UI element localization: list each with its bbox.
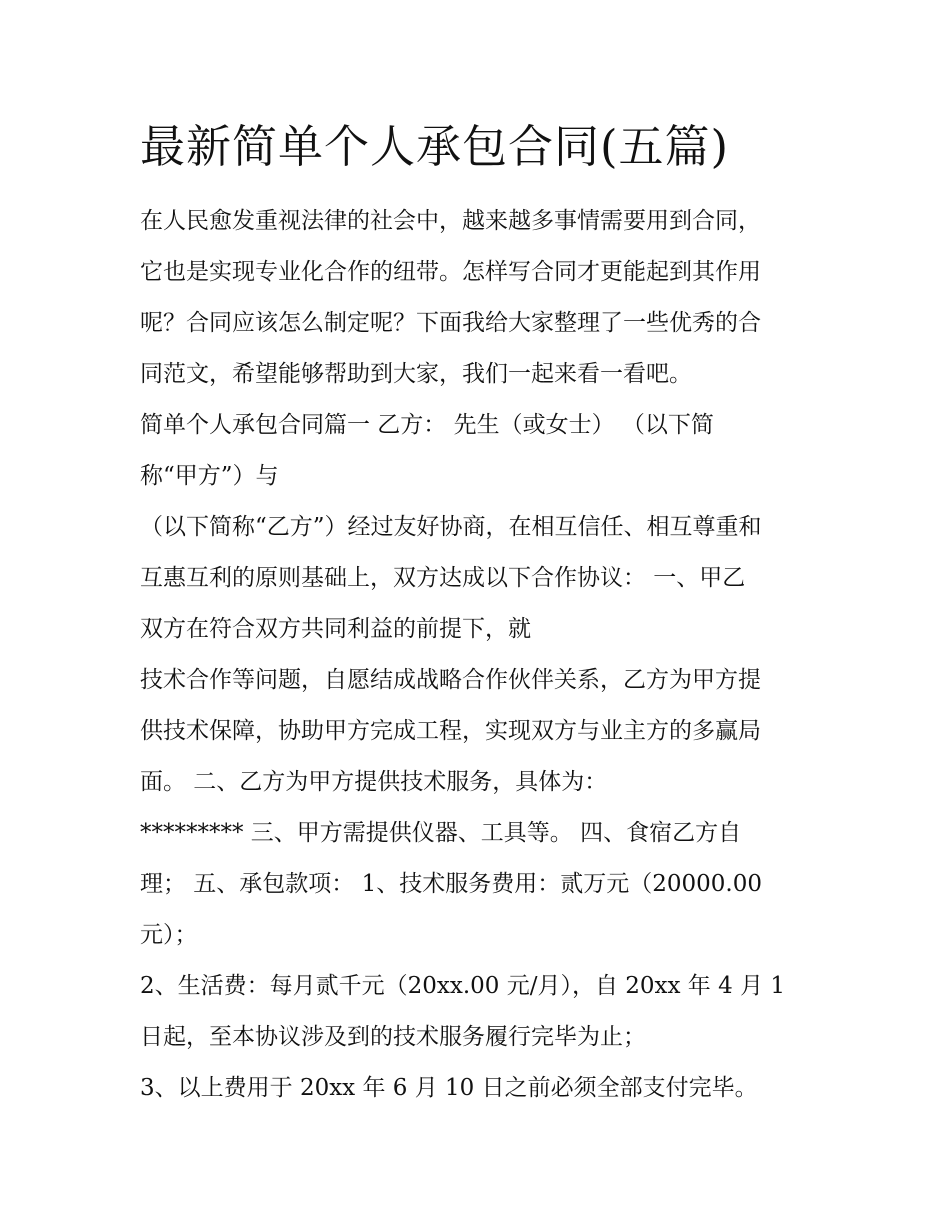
- body-line-6: 称“甲方”）与: [140, 463, 279, 489]
- body-line-7: （以下简称“乙方”）经过友好协商，在相互信任、相互尊重和: [140, 514, 762, 540]
- body-line-2: 它也是实现专业化合作的纽带。怎样写合同才更能起到其作用: [140, 259, 761, 285]
- body-line-3: 呢？合同应该怎么制定呢？下面我给大家整理了一些优秀的合: [140, 310, 761, 336]
- body-line-16: 2、生活费：每月贰千元（20xx.00 元/月），自 20xx 年 4 月 1: [140, 973, 786, 999]
- body-line-15: 元）；: [140, 922, 198, 948]
- body-line-13: ********* 三、甲方需提供仪器、工具等。 四、食宿乙方自: [140, 820, 742, 846]
- body-line-1: 在人民愈发重视法律的社会中，越来越多事情需要用到合同，: [140, 208, 761, 234]
- body-line-10: 技术合作等问题，自愿结成战略合作伙伴关系，乙方为甲方提: [140, 667, 761, 693]
- document-title: 最新简单个人承包合同(五篇): [140, 120, 730, 173]
- body-line-8: 互惠互利的原则基础上，双方达成以下合作协议： 一、甲乙: [140, 565, 746, 591]
- body-line-17: 日起，至本协议涉及到的技术服务履行完毕为止；: [140, 1024, 646, 1050]
- body-line-18: 3、以上费用于 20xx 年 6 月 10 日之前必须全部支付完毕。: [140, 1075, 758, 1101]
- body-line-14: 理； 五、承包款项： 1、技术服务费用：贰万元（20000.00: [140, 871, 762, 897]
- body-line-5: 简单个人承包合同篇一 乙方： 先生（或女士） （以下简: [140, 412, 714, 438]
- body-line-12: 面。 二、乙方为甲方提供技术服务，具体为：: [140, 769, 608, 795]
- body-line-4: 同范文，希望能够帮助到大家，我们一起来看一看吧。: [140, 361, 692, 387]
- body-line-9: 双方在符合双方共同利益的前提下，就: [140, 616, 531, 642]
- body-line-11: 供技术保障，协助甲方完成工程，实现双方与业主方的多赢局: [140, 718, 761, 744]
